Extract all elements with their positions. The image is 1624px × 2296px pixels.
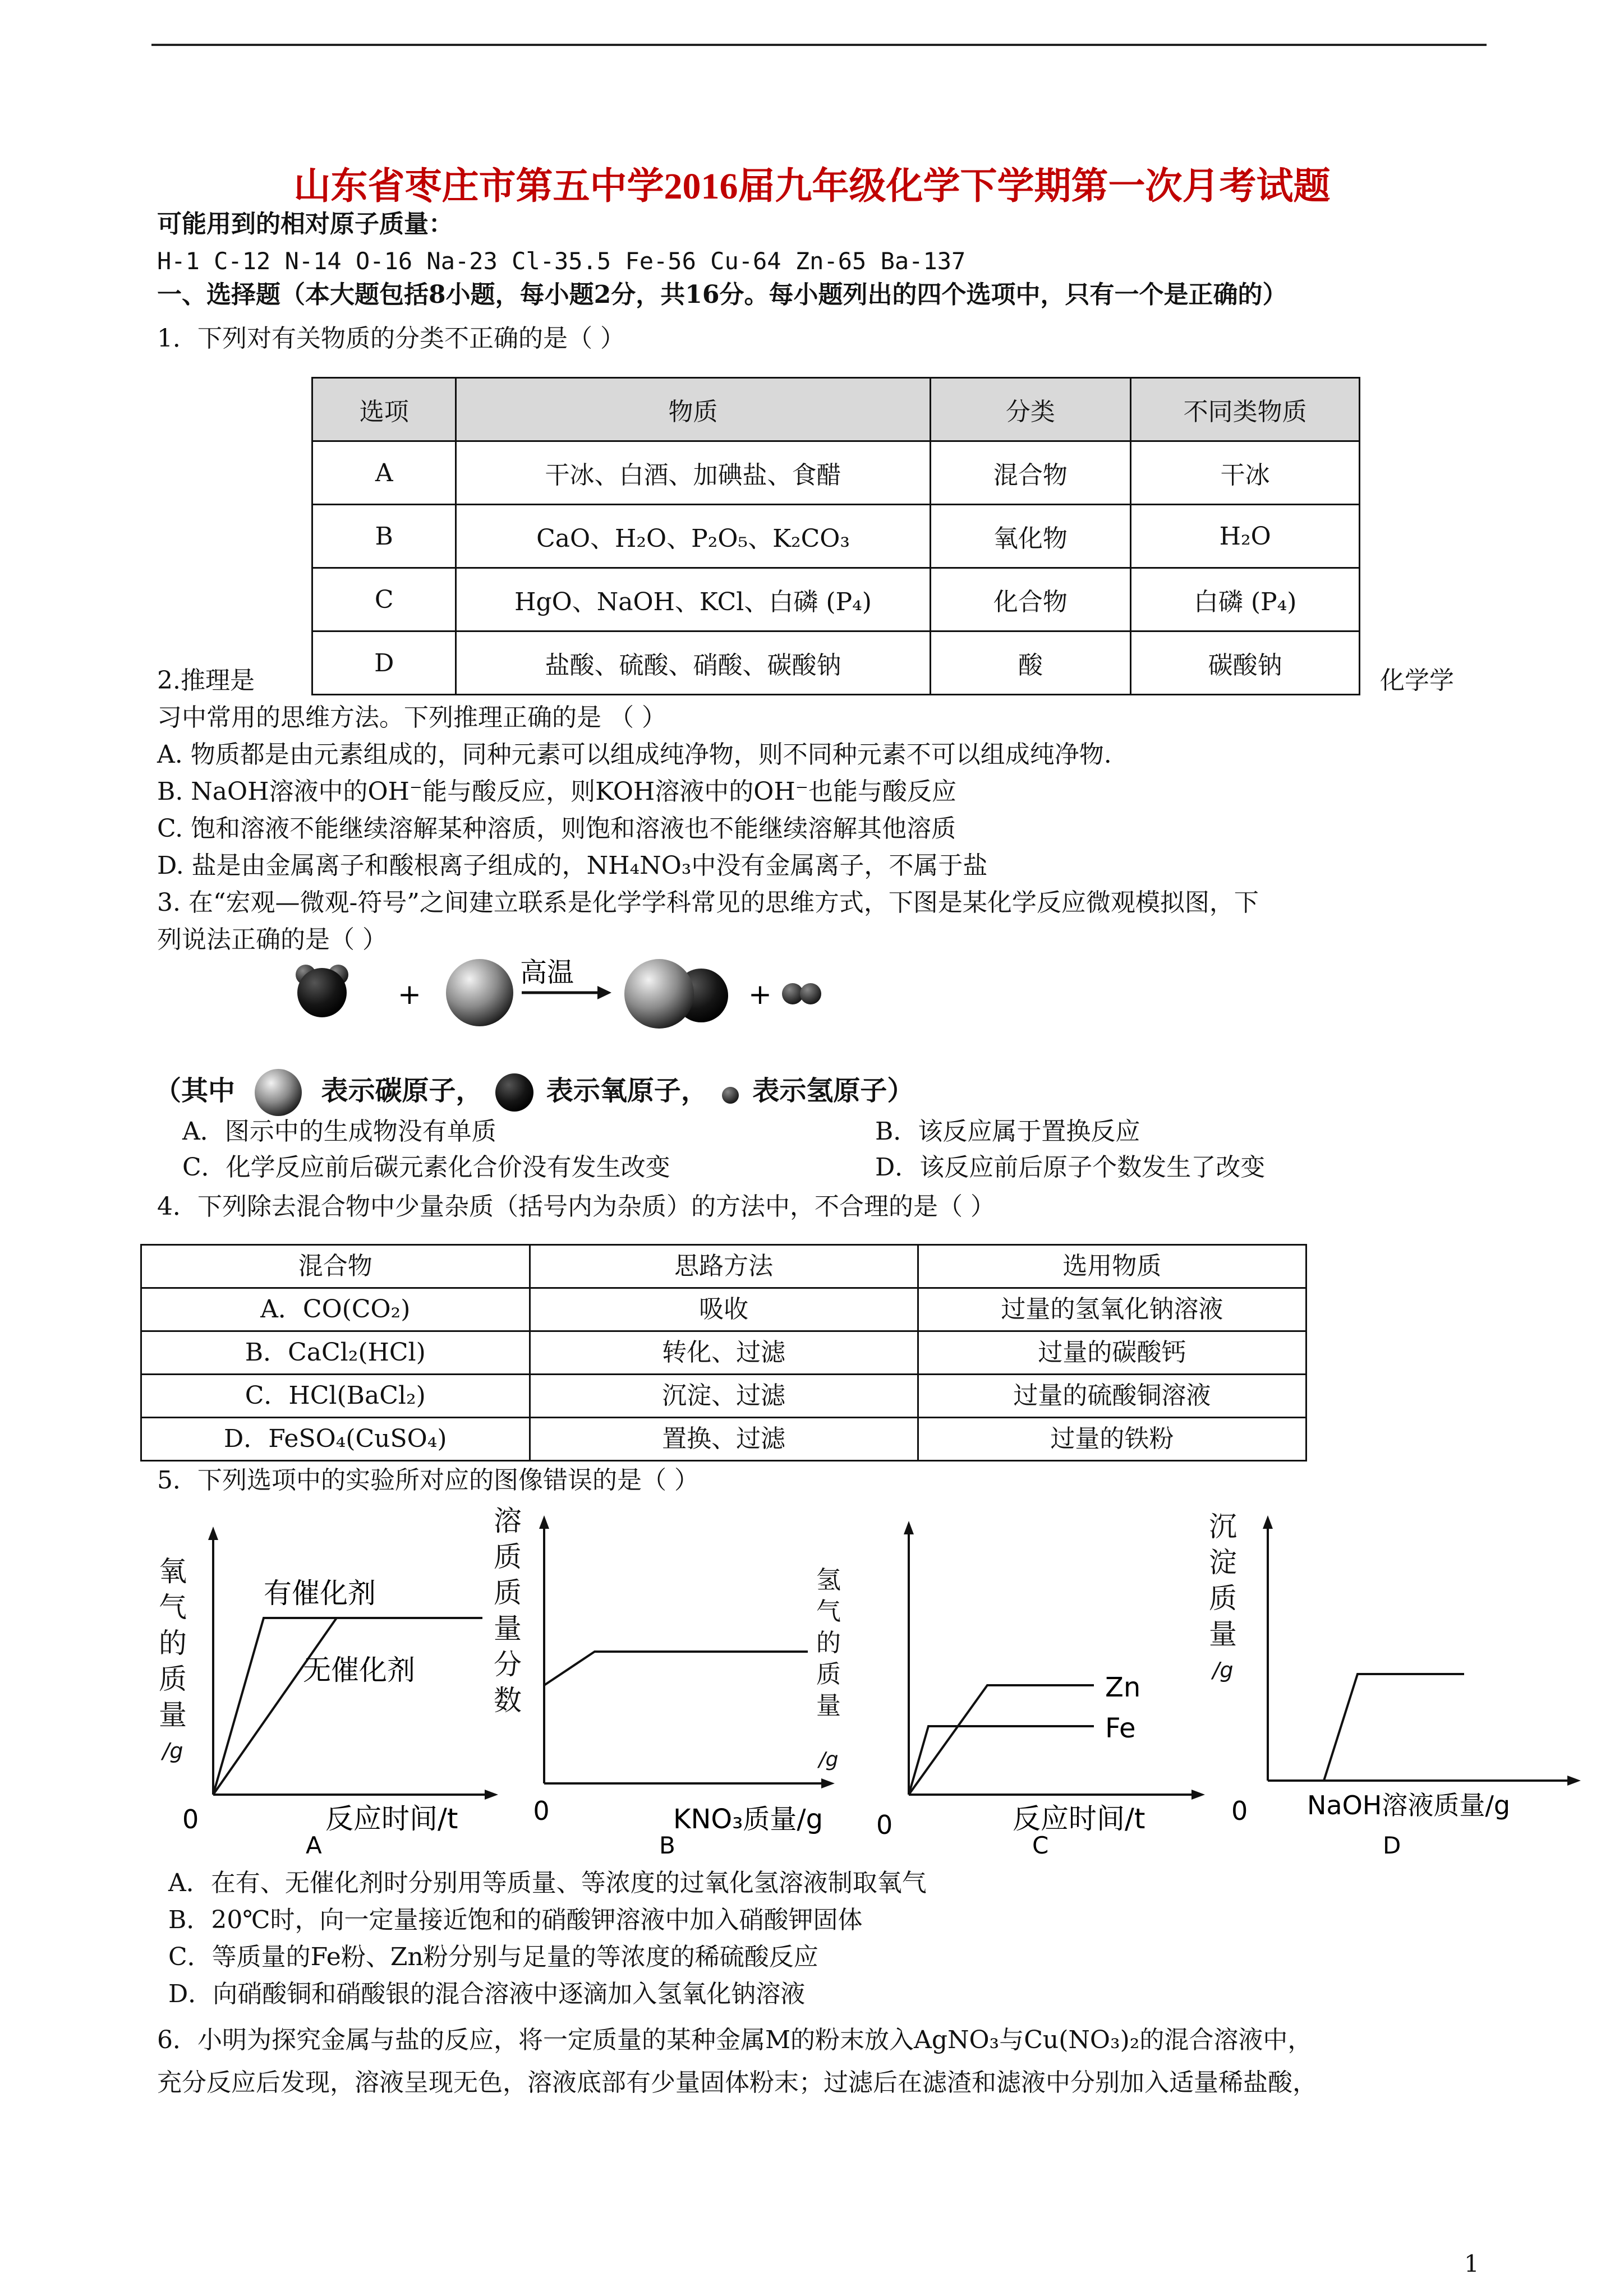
- y-axis-char: /g: [162, 1739, 183, 1763]
- top-rule: [151, 44, 1487, 46]
- table-row: [141, 1375, 1306, 1418]
- table-cell: 过量的铁粉: [918, 1418, 1306, 1461]
- table-cell: B．CaCl₂(HCl): [141, 1331, 530, 1375]
- curve-with-catalyst: [213, 1618, 482, 1795]
- table-cell: 过量的碳酸钙: [918, 1331, 1306, 1375]
- origin-label: 0: [182, 1804, 199, 1834]
- y-axis-char: 气: [816, 1597, 841, 1626]
- legend-oxygen: 表示氧原子，: [546, 1075, 708, 1106]
- table-cell: 混合物: [930, 441, 1131, 505]
- q1-table: [311, 377, 1360, 695]
- table-cell: 化合物: [930, 568, 1131, 631]
- graph-c: [825, 1514, 1206, 1856]
- y-axis-label: [1200, 1509, 1245, 1688]
- table-cell: A: [312, 441, 456, 505]
- y-axis-label: [156, 1553, 190, 1769]
- y-axis-char: 量: [159, 1699, 187, 1731]
- plus-sign: +: [748, 978, 772, 1011]
- table-header-row: [312, 378, 1360, 441]
- y-axis-char: 溶: [494, 1505, 522, 1537]
- x-axis-label: KNO₃质量/g: [673, 1804, 823, 1835]
- y-axis-char: 质: [816, 1660, 841, 1689]
- table-cell: 沉淀、过滤: [530, 1375, 918, 1418]
- graph-letter: D: [1383, 1832, 1401, 1856]
- q1-stem: 1．下列对有关物质的分类不正确的是（ ）: [157, 324, 625, 353]
- atomic-mass-heading: 可能用到的相对原子质量：: [157, 210, 453, 238]
- table-cell: HgO、NaOH、KCl、白磷 (P₄): [456, 568, 930, 631]
- q2-option-b: B. NaOH溶液中的OH⁻能与酸反应，则KOH溶液中的OH⁻也能与酸反应: [157, 777, 956, 806]
- graph-d-axes: [1263, 1515, 1581, 1786]
- q2-stem-cont: 习中常用的思维方法。下列推理正确的是 （ ）: [157, 703, 666, 732]
- y-axis-char: 量: [1209, 1618, 1237, 1650]
- q2-option-d: D. 盐是由金属离子和酸根离子组成的，NH₄NO₃中没有金属离子，不属于盐: [157, 851, 988, 880]
- table-cell: 吸收: [530, 1288, 918, 1331]
- table-header: 选项: [312, 378, 456, 441]
- table-cell: 置换、过滤: [530, 1418, 918, 1461]
- y-axis-char: 的: [159, 1627, 187, 1659]
- y-axis-char: 氧: [159, 1555, 187, 1588]
- q5-option-c: C．等质量的Fe粉、Zn粉分别与足量的等浓度的稀硫酸反应: [168, 1943, 818, 1971]
- table-header: 不同类物质: [1131, 378, 1360, 441]
- q3-stem: 3. 在“宏观—微观-符号”之间建立联系是化学学科常见的思维方式，下图是某化学反应微观模拟图，下: [157, 888, 1259, 917]
- q6-line-1: 6．小明为探究金属与盐的反应，将一定质量的某种金属M的粉末放入AgNO₃与Cu(NO₃)₂的混合溶液中，: [157, 2026, 1313, 2054]
- table-row: [312, 631, 1360, 695]
- table-row: [312, 568, 1360, 631]
- table-header: 分类: [930, 378, 1131, 441]
- origin-label: 0: [533, 1796, 550, 1826]
- table-header: 物质: [456, 378, 930, 441]
- carbon-atom-icon: [245, 1067, 312, 1118]
- table-row: [141, 1331, 1306, 1375]
- table-cell: 酸: [930, 631, 1131, 695]
- q3-option-b: B．该反应属于置换反应: [875, 1117, 1140, 1146]
- curve-label: 有催化剂: [264, 1577, 376, 1610]
- q2-option-a: A. 物质都是由元素组成的，同种元素可以组成纯净物，则不同种元素不可以组成纯净物.: [157, 740, 1112, 769]
- table-cell: 过量的氢氧化钠溶液: [918, 1288, 1306, 1331]
- y-axis-char: 淀: [1209, 1546, 1237, 1579]
- table-cell: D．FeSO₄(CuSO₄): [141, 1418, 530, 1461]
- table-row: [312, 505, 1360, 568]
- table-cell: C．HCl(BaCl₂): [141, 1375, 530, 1418]
- q5-option-b: B．20℃时，向一定量接近饱和的硝酸钾溶液中加入硝酸钾固体: [168, 1906, 863, 1934]
- co-molecule: [624, 959, 728, 1029]
- q4-table: [140, 1244, 1307, 1461]
- q5-option-d: D．向硝酸铜和硝酸银的混合溶液中逐滴加入氢氧化钠溶液: [168, 1980, 806, 2008]
- table-cell: D: [312, 631, 456, 695]
- q5-option-a: A．在有、无催化剂时分别用等质量、等浓度的过氧化氢溶液制取氧气: [168, 1869, 927, 1897]
- origin-label: 0: [1231, 1796, 1248, 1826]
- y-axis-char: 质: [494, 1576, 522, 1609]
- atomic-masses: H-1 C-12 N-14 O-16 Na-23 Cl-35.5 Fe-56 Cu-64 Zn-65 Ba-137: [157, 247, 966, 275]
- table-header: 思路方法: [530, 1245, 918, 1288]
- table-cell: H₂O: [1131, 505, 1360, 568]
- curve-without-catalyst: [213, 1618, 337, 1795]
- legend-hydrogen: 表示氢原子）: [752, 1075, 914, 1106]
- table-cell: 过量的硫酸铜溶液: [918, 1375, 1306, 1418]
- y-axis-char: 数: [494, 1684, 522, 1717]
- y-axis-char: 量: [816, 1691, 841, 1720]
- x-axis-label: NaOH溶液质量/g: [1307, 1790, 1511, 1820]
- table-row: [141, 1288, 1306, 1331]
- y-axis-char: /g: [1212, 1658, 1234, 1682]
- plus-sign: +: [398, 978, 421, 1011]
- graph-letter: A: [306, 1832, 322, 1856]
- q3-option-d: D．该反应前后原子个数发生了改变: [875, 1153, 1266, 1182]
- q6-line-2: 充分反应后发现，溶液呈现无色，溶液底部有少量固体粉末；过滤后在滤渣和滤液中分别加入适量稀盐酸，: [157, 2068, 1317, 2097]
- y-axis-char: 质: [159, 1663, 187, 1695]
- reaction-condition: 高温: [519, 957, 574, 988]
- y-axis-char: 沉: [1209, 1510, 1237, 1543]
- table-cell: A．CO(CO₂): [141, 1288, 530, 1331]
- table-header: 选用物质: [918, 1245, 1306, 1288]
- page-title: 山东省枣庄市第五中学2016届九年级化学下学期第一次月考试题: [293, 166, 1331, 207]
- y-axis-char: 氢: [816, 1566, 841, 1594]
- y-axis-label: [812, 1565, 845, 1776]
- y-axis-char: 质: [1209, 1582, 1237, 1615]
- curve-zn: [909, 1685, 1094, 1795]
- y-axis-char: 质: [494, 1541, 522, 1573]
- y-axis-char: 量: [494, 1612, 522, 1645]
- q3-option-c: C．化学反应前后碳元素化合价没有发生改变: [182, 1153, 670, 1182]
- curve-label: Zn: [1105, 1672, 1141, 1703]
- table-header: 混合物: [141, 1245, 530, 1288]
- curve-label: 无催化剂: [303, 1654, 415, 1686]
- curve-fe: [909, 1726, 1094, 1795]
- graph-letter: B: [659, 1832, 675, 1856]
- origin-label: 0: [876, 1810, 893, 1840]
- section-heading: 一、选择题（本大题包括8小题，每小题2分，共16分。每小题列出的四个选项中，只有一个是正确的）: [157, 280, 1287, 309]
- x-axis-label: 反应时间/t: [325, 1802, 458, 1835]
- table-cell: 干冰: [1131, 441, 1360, 505]
- table-row: [312, 441, 1360, 505]
- graph-a: [151, 1514, 499, 1856]
- table-cell: 盐酸、硫酸、硝酸、碳酸钠: [456, 631, 930, 695]
- q3-option-a: A．图示中的生成物没有单质: [182, 1117, 496, 1146]
- y-axis-char: 的: [816, 1629, 841, 1657]
- q2-option-c: C. 饱和溶液不能继续溶解某种溶质，则饱和溶液也不能继续溶解其他溶质: [157, 814, 956, 843]
- hydrogen-atom-icon: [717, 1067, 743, 1118]
- carbon-atom: [446, 959, 513, 1026]
- table-cell: 白磷 (P₄): [1131, 568, 1360, 631]
- q5-stem: 5．下列选项中的实验所对应的图像错误的是（ ）: [157, 1466, 699, 1495]
- table-header-row: [141, 1245, 1306, 1288]
- table-cell: C: [312, 568, 456, 631]
- q4-stem: 4．下列除去混合物中少量杂质（括号内为杂质）的方法中，不合理的是（ ）: [157, 1192, 995, 1221]
- table-cell: B: [312, 505, 456, 568]
- graph-c-axes: [904, 1521, 1205, 1800]
- curve-label: Fe: [1105, 1713, 1136, 1744]
- graph-b: [488, 1514, 836, 1856]
- y-axis-label: [491, 1503, 525, 1718]
- table-row: [141, 1418, 1306, 1461]
- y-axis-char: /g: [818, 1748, 839, 1771]
- table-cell: 干冰、白酒、加碘盐、食醋: [456, 441, 930, 505]
- table-cell: 碳酸钠: [1131, 631, 1360, 695]
- table-cell: 氧化物: [930, 505, 1131, 568]
- x-axis-label: 反应时间/t: [1013, 1802, 1145, 1835]
- table-cell: 转化、过滤: [530, 1331, 918, 1375]
- graph-d: [1200, 1514, 1582, 1856]
- hydrogen-molecule: [782, 983, 821, 1004]
- curve-solute-fraction: [544, 1652, 808, 1685]
- y-axis-char: 气: [159, 1591, 187, 1624]
- legend-prefix: （其中: [154, 1075, 236, 1106]
- oxygen-atom-icon: [492, 1067, 537, 1118]
- q3-stem-cont: 列说法正确的是（ ）: [157, 925, 387, 954]
- reaction-diagram: [292, 953, 909, 1054]
- graph-letter: C: [1032, 1832, 1049, 1856]
- q2-stem-end: 化学学: [1380, 666, 1454, 695]
- legend-carbon: 表示碳原子，: [321, 1075, 483, 1106]
- curve-precipitate: [1268, 1674, 1464, 1781]
- q2-stem-start: 2.推理是: [157, 666, 255, 695]
- q3-legend: [154, 1066, 914, 1116]
- y-axis-char: 分: [494, 1648, 522, 1681]
- water-molecule: [296, 965, 348, 1017]
- table-cell: CaO、H₂O、P₂O₅、K₂CO₃: [456, 505, 930, 568]
- page-number: 1: [1464, 2250, 1479, 2277]
